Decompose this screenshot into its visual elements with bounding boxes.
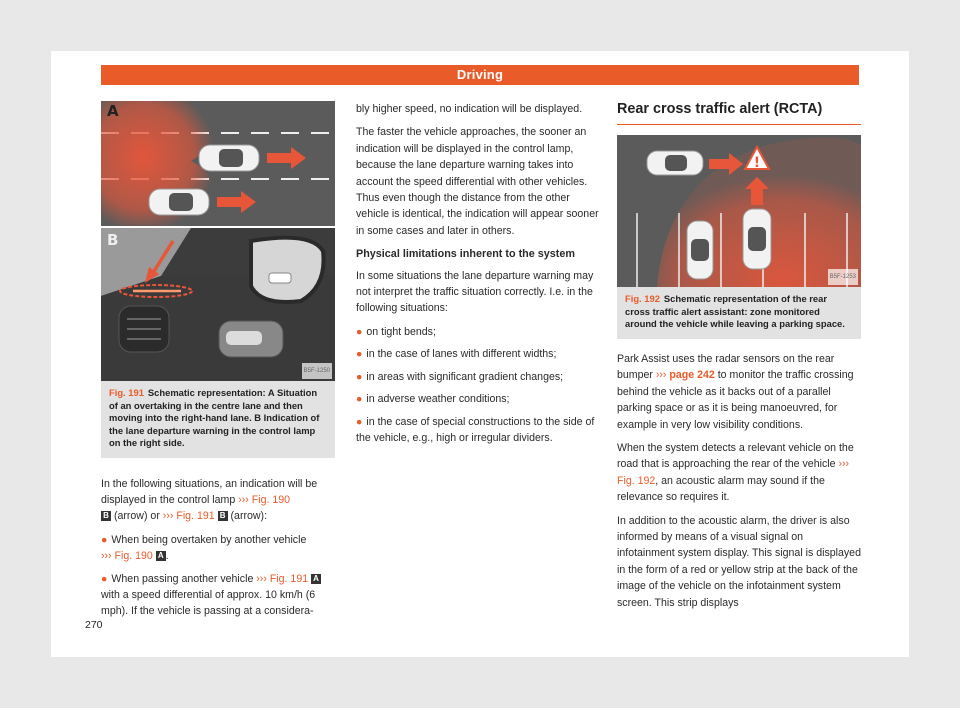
column-middle: [356, 101, 604, 452]
list-item: ● in the case of special constructions to the side of the vehicle, e.g., high or irregular dividers.: [356, 415, 595, 444]
intro-paragraph: In the following situations, an indication will be displayed in the control lamp ››› Fig. 190 B (arrow) or ››› Fig. 191 B (arrow):: [101, 477, 318, 523]
car-parked: [729, 231, 755, 287]
list-item: ● in adverse weather conditions;: [356, 393, 510, 406]
manual-page: [51, 51, 909, 657]
figure-192-code: B5F-1253: [828, 269, 858, 285]
figure-191-caption: [101, 381, 335, 458]
letter-a-icon: A: [156, 551, 166, 561]
svg-text:!: !: [753, 155, 761, 172]
ref-arrow: ›››: [238, 493, 249, 506]
bullet-dot-icon: ●: [356, 415, 363, 428]
bullet-dot-icon: ●: [101, 533, 108, 546]
link-fig-191[interactable]: Fig. 191: [269, 572, 309, 585]
bullet-dot-icon: ●: [101, 572, 108, 585]
letter-a-icon: A: [311, 574, 321, 584]
section-title: Rear cross traffic alert (RCTA): [617, 101, 861, 125]
column-right: [617, 101, 861, 618]
link-fig-190[interactable]: Fig. 190: [114, 550, 153, 563]
list-item: ● on tight bends;: [356, 325, 436, 338]
panel-a-label: A: [107, 102, 119, 120]
figure-192-caption: [617, 287, 861, 339]
page-number: 270: [85, 619, 103, 631]
paragraph: Park Assist uses the radar sensors on the rear bumper ››› page 242 to monitor the traffic crossing behind the vehicle as it backs out of a parallel parking space or as it is being manoeuvred, for example in very low visibility conditions.: [617, 352, 854, 431]
subheading: Physical limitations inherent to the system: [356, 248, 575, 261]
paragraph: In some situations the lane departure warning may not interpret the traffic situation correctly. I.e. in the following situations:: [356, 269, 594, 315]
list-item: ● When being overtaken by another vehicle ››› Fig. 190 A .: [101, 533, 307, 563]
link-fig-192[interactable]: Fig. 192: [617, 474, 656, 487]
figure-192-illustration: [617, 135, 861, 287]
list-item: ● in areas with significant gradient changes;: [356, 370, 564, 383]
panel-b-label: B: [107, 231, 119, 249]
list-item: ● When passing another vehicle ››› Fig. 191 A with a speed differential of approx. 10 km/h (6 mph). If the vehicle is passing at a considera-: [101, 571, 335, 620]
figure-191-caption-text: Schematic representation: A Situation of an overtaking in the centre lane and then moving into the right-hand lane. B Indication of the lane departure warning in the control lamp on the right side.: [109, 387, 320, 448]
bullet-dot-icon: ●: [356, 393, 363, 406]
link-fig-190[interactable]: Fig. 190: [251, 493, 291, 506]
bullet-dot-icon: ●: [356, 370, 363, 383]
chapter-header: Driving: [101, 65, 859, 85]
figure-192-number: Fig. 192: [625, 293, 660, 305]
paragraph: When the system detects a relevant vehicle on the road that is approaching the rear of the vehicle ››› Fig. 192, an acoustic alarm may sound if the relevance so requires it.: [617, 441, 854, 504]
letter-b-icon: B: [218, 511, 228, 521]
letter-b-icon: B: [101, 511, 111, 521]
paragraph: bly higher speed, no indication will be displayed.: [356, 103, 583, 115]
car-parked: [687, 221, 713, 279]
paragraph: In addition to the acoustic alarm, the driver is also informed by means of a visual signal on infotainment system display. This signal is displayed in the form of a red or yellow strip at the back of the image of the vehicle on the infotainment system screen. This strip displays: [617, 514, 861, 609]
link-fig-191[interactable]: Fig. 191: [176, 510, 215, 523]
bullet-dot-icon: ●: [356, 348, 363, 361]
car-overtaking: [199, 145, 259, 171]
figure-191-illustration: [101, 101, 335, 381]
paragraph: The faster the vehicle approaches, the sooner an indication will be displayed in the control lamp, because the lane departure warning takes into account the speed differential with other vehicles. Thus even though the distance from the other vehicle is identical, the indication will appear sooner in some cases and later in others.: [356, 126, 599, 237]
figure-191-number: Fig. 191: [109, 387, 144, 398]
figure-192: [617, 135, 861, 287]
car-passing: [149, 189, 209, 215]
column-left: [101, 101, 335, 626]
figure-192-caption-text: Schematic representation of the rear cross traffic alert assistant: zone monitored around the vehicle while leaving a parking space.: [625, 293, 845, 330]
figure-191: [101, 101, 335, 381]
car-crossing: [647, 151, 703, 175]
bullet-dot-icon: ●: [356, 325, 363, 338]
figure-191-code: B5F-1250: [302, 363, 332, 379]
list-item: ● in the case of lanes with different widths;: [356, 348, 557, 361]
link-page-242[interactable]: page 242: [669, 369, 715, 382]
